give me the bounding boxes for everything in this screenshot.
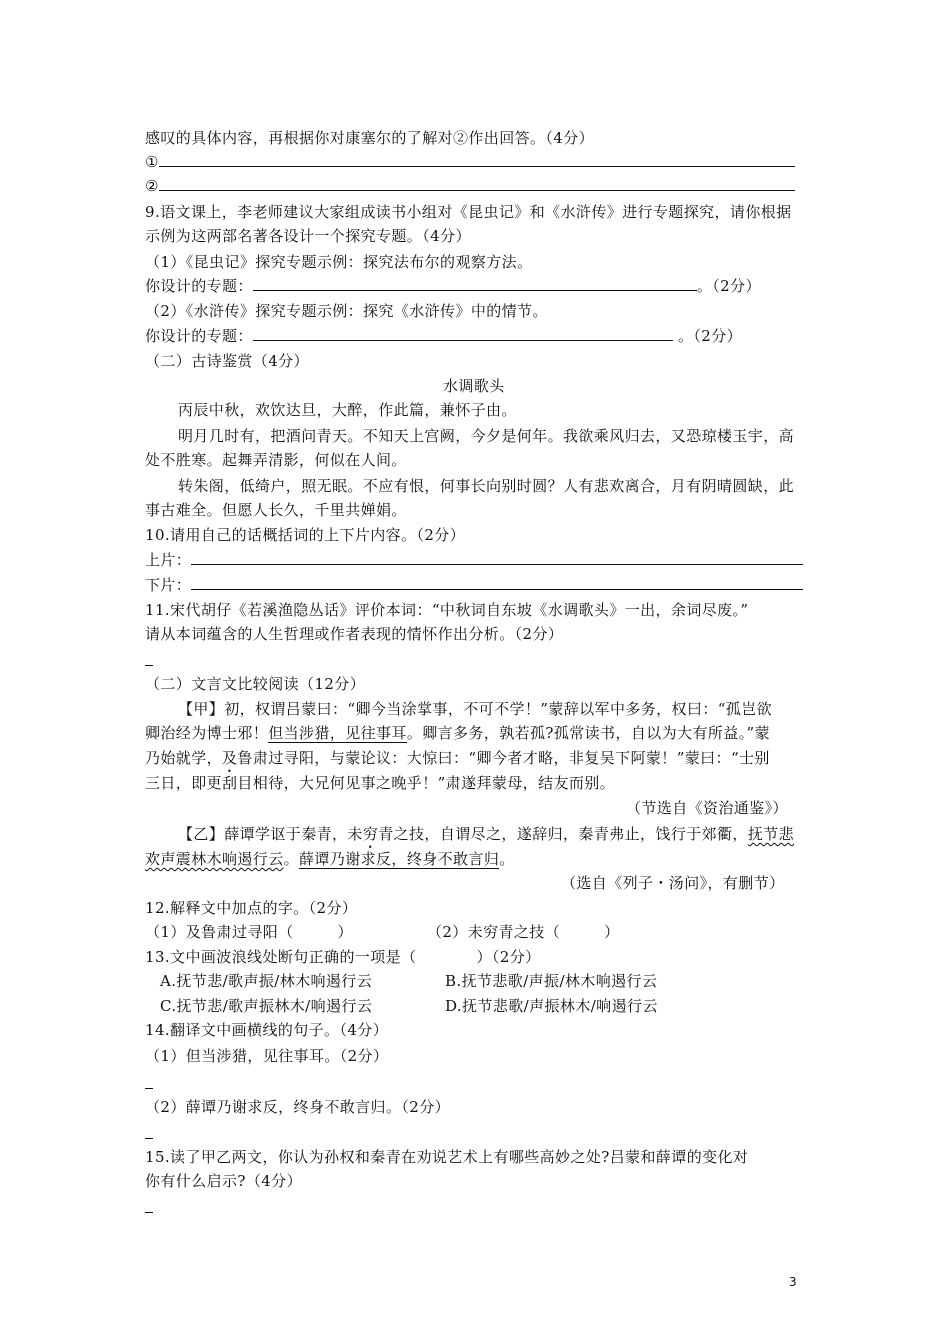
poem-line: 事古难全。但愿人长久，千里共婵娟。 xyxy=(145,501,407,519)
jia-text: 。卿言多务，孰若孤?孤常读书，自以为大有所益。”蒙 xyxy=(406,724,771,742)
q15-line-2: 你有什么启示?（4分） xyxy=(145,1172,302,1190)
q14-line: 14.翻译文中画横线的句子。（4分） xyxy=(145,1021,389,1039)
option-d[interactable]: D.抚节悲歌/声振林木/响遏行云 xyxy=(445,997,658,1015)
jia-line-1: 【甲】初，权谓吕蒙曰：“卿今当涂掌事，不可不学！”蒙辞以军中多务，权曰：“孤岂欲 xyxy=(178,700,773,718)
q14-item-2: （2）薛谭乃谢求反，终身不敢言归。（2分） xyxy=(145,1098,450,1116)
q13-text-end: ）（2分） xyxy=(476,948,541,966)
poem-title: 水调歌头 xyxy=(443,377,505,395)
q11-line-2: 请从本词蕴含的人生哲理或作者表现的情怀作出分析。（2分） xyxy=(145,625,564,643)
paren-close: ） xyxy=(337,923,353,941)
yi-text: 青之技，自谓尽之，遂辞归，秦青弗止，饯行于郊衢， xyxy=(378,825,748,843)
upper-blank[interactable] xyxy=(191,549,803,565)
q10-lower xyxy=(145,574,803,596)
source-1: （节选自《资治通鉴》） xyxy=(626,799,788,817)
yi-text: 。 xyxy=(499,850,515,868)
yi-text: 。 xyxy=(283,850,300,868)
design-end-1: 。（2分） xyxy=(696,277,761,295)
poem-line: 明月几时有，把酒问青天。不知天上宫阙，今夕是何年。我欲乘风归去，又恐琼楼玉宇，高 xyxy=(178,427,795,445)
q12-line: 12.解释文中加点的字。（2分） xyxy=(145,899,358,917)
q12-item-2: （2）未穷青之技（ xyxy=(426,923,561,941)
q9-example-1: （1）《昆虫记》探究专题示例：探究法布尔的观察方法。 xyxy=(145,253,533,271)
q10-line: 10.请用自己的话概括词的上下片内容。（2分） xyxy=(145,526,466,544)
underlined-sentence-1: 但当涉猎，见往事耳 xyxy=(268,724,407,742)
poem-preface: 丙辰中秋，欢饮达旦，大醉，作此篇，兼怀子由。 xyxy=(178,401,517,419)
option-c[interactable]: C.抚节悲/歌声振林木/响遏行云 xyxy=(160,997,373,1015)
answer-mark[interactable] xyxy=(145,1212,153,1213)
q9-design-1 xyxy=(145,275,761,297)
jia-text: 卿治经为博士邪！ xyxy=(145,724,269,742)
q11-line-1: 11.宋代胡仔《若溪渔隐丛话》评价本词：“中秋词自东坡《水调歌头》一出，余词尽废。” xyxy=(145,601,749,619)
design-blank-1[interactable] xyxy=(253,275,697,291)
answer-blank-1[interactable] xyxy=(159,151,795,167)
wavy-segment-1: 抚节悲 xyxy=(747,825,795,843)
dotted-char-ji: 及 xyxy=(222,749,238,767)
answer-blank-2[interactable] xyxy=(159,175,795,191)
jia-line-2 xyxy=(145,722,770,744)
dotted-char-qiong: 穷 xyxy=(362,825,379,843)
design-label: 你设计的专题： xyxy=(145,327,253,345)
lower-label: 下片： xyxy=(145,576,192,594)
yi-text: 【乙】薛谭学讴于秦青，未 xyxy=(178,825,363,843)
jia-text: 乃始就学， xyxy=(145,749,223,767)
poem-line: 处不胜寒。起舞弄清影，何似在人间。 xyxy=(145,451,407,469)
q8-answer-1 xyxy=(145,151,795,173)
option-a[interactable]: A.抚节悲/歌声振/林木响遏行云 xyxy=(160,972,373,990)
page-number: 3 xyxy=(789,1275,797,1289)
q12-item-1: （1）及鲁肃过寻阳（ xyxy=(145,923,294,941)
q13-line xyxy=(145,946,541,968)
design-blank-2[interactable] xyxy=(253,325,673,341)
option-b[interactable]: B.抚节悲歌/声振/林木响遏行云 xyxy=(445,972,658,990)
circle-1-marker: ① xyxy=(145,153,159,171)
q9-line-1: 9.语文课上，李老师建议大家组成读书小组对《昆虫记》和《水浒传》进行专题探究，请你根据 xyxy=(145,203,792,221)
answer-mark[interactable] xyxy=(145,1088,153,1089)
wavy-segment-2: 欢声震林木响遏行云 xyxy=(145,850,284,868)
q9-design-2 xyxy=(145,325,742,347)
circle-2-marker: ② xyxy=(145,177,159,195)
lower-blank[interactable] xyxy=(191,574,803,590)
poem-section-heading: （二）古诗鉴赏（4分） xyxy=(145,352,309,370)
poem-line: 转朱阁，低绮户，照无眠。不应有恨，何事长向别时圆？人有悲欢离合，月有阴晴圆缺，此 xyxy=(178,477,795,495)
q8-line: 感叹的具体内容，再根据你对康塞尔的了解对②作出回答。（4分） xyxy=(145,129,595,147)
jia-line-4: 三日，即更刮目相待，大兄何见事之晚乎！”肃遂拜蒙母，结友而别。 xyxy=(145,774,616,792)
jia-text: 鲁肃过寻阳，与蒙论议：大惊曰：“卿今者才略，非复吴下阿蒙！”蒙曰：“士别 xyxy=(237,749,770,767)
answer-mark[interactable] xyxy=(145,1138,153,1139)
q12-items xyxy=(145,921,620,943)
q9-example-2: （2）《水浒传》探究专题示例：探究《水浒传》中的情节。 xyxy=(145,302,548,320)
upper-label: 上片： xyxy=(145,551,192,569)
q15-line-1: 15.读了甲乙两文，你认为孙权和秦青在劝说艺术上有哪些高妙之处?吕蒙和薛谭的变化对 xyxy=(145,1148,749,1166)
underlined-sentence-2: 薛谭乃谢求反，终身不敢言归 xyxy=(299,850,500,868)
design-end-2: 。（2分） xyxy=(677,327,743,345)
answer-mark[interactable] xyxy=(145,665,153,666)
paren-close: ） xyxy=(604,923,620,941)
source-2: （选自《列子・汤问》，有删节） xyxy=(561,874,785,892)
q10-upper xyxy=(145,549,803,571)
classical-section-heading: （二）文言文比较阅读（12分） xyxy=(145,675,366,693)
design-label: 你设计的专题： xyxy=(145,277,253,295)
q14-item-1: （1）但当涉猎，见往事耳。（2分） xyxy=(145,1047,389,1065)
q9-line-2: 示例为这两部名著各设计一个探究专题。（4分） xyxy=(145,227,471,245)
yi-line-2 xyxy=(145,848,515,870)
q8-answer-2 xyxy=(145,175,795,197)
q13-text: 13.文中画波浪线处断句正确的一项是（ xyxy=(145,948,417,966)
